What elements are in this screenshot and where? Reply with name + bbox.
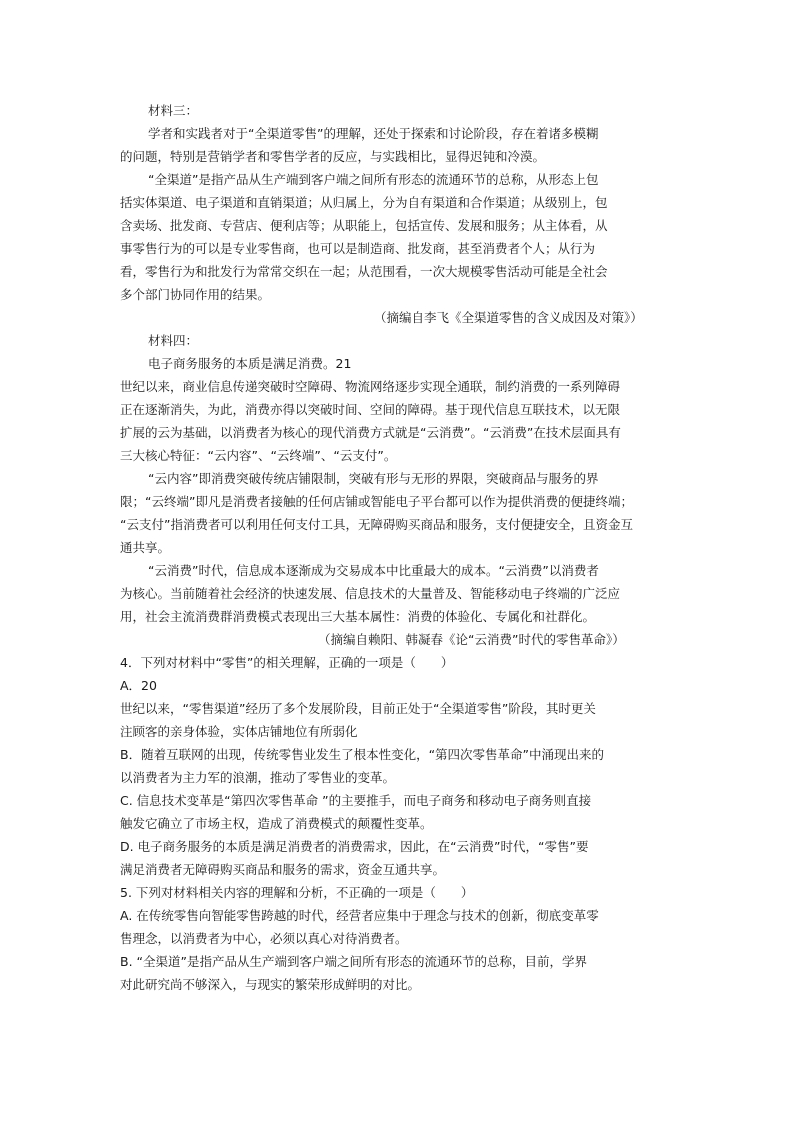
paragraph-line: “云内容”即消费突破传统店铺限制，突破有形与无形的界限，突破商品与服务的界: [148, 471, 599, 486]
paragraph-line: 用，社会主流消费群消费模式表现出三大基本属性：消费的体验化、专属化和社群化。: [120, 609, 596, 624]
paragraph-line: 通共享。: [120, 540, 171, 555]
paragraph-line: 正在逐渐消失，为此，消费亦得以突破时间、空间的障碍。基于现代信息互联技术，以无限: [120, 402, 621, 417]
paragraph-line: 看，零售行为和批发行为常常交织在一起；从范围看，一次大规模零售活动可能是全社会: [120, 264, 608, 279]
paragraph-line: 多个部门协同作用的结果。: [120, 287, 271, 302]
paragraph-line: 满足消费者无障碍购买商品和服务的需求，资金互通共享。: [120, 862, 446, 877]
material-4-source: （摘编自赖阳、韩凝春《论“云消费”时代的零售革命》）: [318, 632, 625, 647]
paragraph-line: 世纪以来，“零售渠道”经历了多个发展阶段，目前正处于“全渠道零售”阶段，其时更关: [120, 701, 596, 716]
question-4-option-a: A．20: [120, 678, 157, 693]
paragraph-line: “云消费”时代，信息成本逐渐成为交易成本中比重最大的成本。“云消费”以消费者: [148, 563, 599, 578]
paragraph-line: 括实体渠道、电子渠道和直销渠道；从归属上，分为自有渠道和合作渠道；从级别上，包: [120, 195, 608, 210]
question-4-option-b: B．随着互联网的出现，传统零售业发生了根本性变化，“第四次零售革命”中涌现出来的: [120, 747, 605, 762]
paragraph-line: 事零售行为的可以是专业零售商，也可以是制造商、批发商，甚至消费者个人；从行为: [120, 241, 596, 256]
paragraph-line: 扩展的云为基础，以消费者为核心的现代消费方式就是“云消费”。“云消费”在技术层面具有: [120, 425, 621, 440]
paragraph-line: 世纪以来，商业信息传递突破时空障碍、物流网络逐步实现全通联，制约消费的一系列障碍: [120, 379, 621, 394]
question-5-option-b: B. “全渠道”是指产品从生产端到客户端之间所有形态的流通环节的总称，目前，学界: [120, 954, 587, 969]
question-4-option-d: D. 电子商务服务的本质是满足消费者的消费需求，因此，在“云消费”时代，“零售”要: [120, 839, 589, 854]
paragraph-line: 触发它确立了市场主权，造成了消费模式的颠覆性变革。: [120, 816, 433, 831]
paragraph-line: 电子商务服务的本质是满足消费。21: [148, 356, 352, 371]
material-3-heading: 材料三：: [148, 103, 199, 118]
paragraph-line: 含卖场、批发商、专营店、便利店等；从职能上，包括宣传、发展和服务；从主体看，从: [120, 218, 608, 233]
paragraph-line: 三大核心特征：“云内容”、“云终端”、“云支付”。: [120, 448, 397, 463]
paragraph-line: “全渠道”是指产品从生产端到客户端之间所有形态的流通环节的总称，从形态上包: [148, 172, 599, 187]
paragraph-line: 以消费者为主力军的浪潮，推动了零售业的变革。: [120, 770, 396, 785]
paragraph-line: “云支付”指消费者可以利用任何支付工具，无障碍购买商品和服务，支付便捷安全，且资金互: [120, 517, 633, 532]
paragraph-line: 的问题，特别是营销学者和零售学者的反应，与实践相比，显得迟钝和冷漠。: [120, 149, 546, 164]
question-5-stem: 5. 下列对材料相关内容的理解和分析，不正确的一项是（ ）: [120, 885, 474, 900]
paragraph-line: 注顾客的亲身体验，实体店铺地位有所弱化: [120, 724, 358, 739]
material-3-source: （摘编自李飞《全渠道零售的含义成因及对策》）: [374, 310, 643, 325]
material-4-heading: 材料四：: [148, 333, 199, 348]
paragraph-line: 对此研究尚不够深入，与现实的繁荣形成鲜明的对比。: [120, 977, 421, 992]
question-4-option-c: C. 信息技术变革是“第四次零售革命 ”的主要推手，而电子商务和移动电子商务则直接: [120, 793, 592, 808]
paragraph-line: 学者和实践者对于“全渠道零售”的理解，还处于探索和讨论阶段，存在着诸多模糊: [148, 126, 599, 141]
paragraph-line: 为核心。当前随着社会经济的快速发展、信息技术的大量普及、智能移动电子终端的广泛应: [120, 586, 621, 601]
paragraph-line: 限；“云终端”即凡是消费者接触的任何店铺或智能电子平台都可以作为提供消费的便捷终端；: [120, 494, 633, 509]
paragraph-line: 售理念，以消费者为中心，必须以真心对待消费者。: [120, 931, 408, 946]
question-5-option-a: A. 在传统零售向智能零售跨越的时代，经营者应集中于理念与技术的创新，彻底变革零: [120, 908, 599, 923]
question-4-stem: 4．下列对材料中“零售”的相关理解，正确的一项是（ ）: [120, 655, 454, 670]
